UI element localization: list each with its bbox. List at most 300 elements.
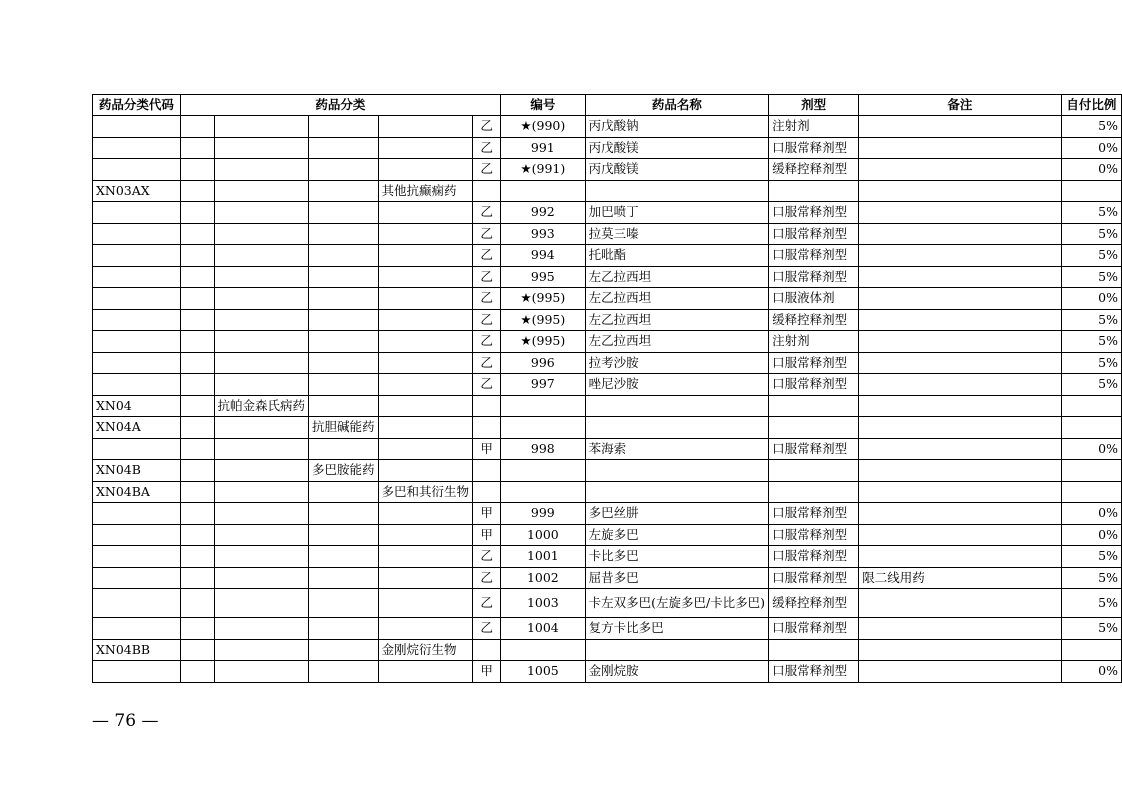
cell-copay: 5%	[1061, 116, 1121, 138]
cell-number: 999	[501, 503, 586, 525]
cell-level-2	[214, 589, 309, 618]
cell-copay: 5%	[1061, 309, 1121, 331]
cell-name	[585, 417, 768, 439]
cell-level-4	[378, 202, 473, 224]
cell-level-1	[180, 352, 214, 374]
cell-copay	[1061, 180, 1121, 202]
cell-level-3	[309, 180, 379, 202]
cell-level-4	[378, 460, 473, 482]
cell-copay: 5%	[1061, 374, 1121, 396]
cell-level-2	[214, 639, 309, 661]
table-row	[93, 546, 1122, 568]
cell-level-1	[180, 116, 214, 138]
cell-name: 左乙拉西坦	[585, 331, 768, 353]
cell-grade: 乙	[473, 266, 501, 288]
cell-level-3	[309, 589, 379, 618]
cell-level-3	[309, 395, 379, 417]
cell-number: ★(995)	[501, 288, 586, 310]
cell-number: 1003	[501, 589, 586, 618]
header-copay: 自付比例	[1061, 95, 1121, 116]
cell-code	[93, 374, 181, 396]
cell-grade: 甲	[473, 661, 501, 683]
cell-form: 口服常释剂型	[769, 618, 859, 640]
cell-form: 口服常释剂型	[769, 524, 859, 546]
cell-level-3	[309, 309, 379, 331]
cell-number: ★(991)	[501, 159, 586, 181]
cell-level-3	[309, 223, 379, 245]
cell-level-1	[180, 223, 214, 245]
cell-form: 口服常释剂型	[769, 352, 859, 374]
cell-form: 缓释控释剂型	[769, 159, 859, 181]
cell-level-4	[378, 266, 473, 288]
cell-level-4	[378, 245, 473, 267]
cell-form	[769, 180, 859, 202]
cell-remark	[859, 661, 1062, 683]
cell-remark	[859, 524, 1062, 546]
table-row	[93, 661, 1122, 683]
cell-name: 丙戊酸钠	[585, 116, 768, 138]
cell-code	[93, 503, 181, 525]
cell-number: 991	[501, 137, 586, 159]
cell-level-3	[309, 245, 379, 267]
cell-level-3	[309, 137, 379, 159]
header-name: 药品名称	[585, 95, 768, 116]
cell-level-2	[214, 618, 309, 640]
cell-level-4	[378, 661, 473, 683]
cell-remark	[859, 159, 1062, 181]
cell-grade: 甲	[473, 503, 501, 525]
cell-level-1	[180, 639, 214, 661]
cell-number: 994	[501, 245, 586, 267]
cell-code	[93, 309, 181, 331]
cell-code	[93, 567, 181, 589]
cell-remark	[859, 137, 1062, 159]
cell-level-4	[378, 331, 473, 353]
header-category: 药品分类	[180, 95, 500, 116]
cell-code	[93, 546, 181, 568]
cell-level-3	[309, 438, 379, 460]
cell-copay	[1061, 481, 1121, 503]
cell-level-2: 抗帕金森氏病药	[214, 395, 309, 417]
header-code: 药品分类代码	[93, 95, 181, 116]
cell-copay: 0%	[1061, 288, 1121, 310]
cell-name	[585, 460, 768, 482]
cell-code: XN04A	[93, 417, 181, 439]
cell-level-3	[309, 288, 379, 310]
cell-copay: 5%	[1061, 202, 1121, 224]
cell-level-4	[378, 618, 473, 640]
cell-name: 屈昔多巴	[585, 567, 768, 589]
cell-form: 缓释控释剂型	[769, 589, 859, 618]
cell-name: 唑尼沙胺	[585, 374, 768, 396]
cell-level-4: 其他抗癫痫药	[378, 180, 473, 202]
cell-level-4	[378, 374, 473, 396]
cell-grade: 乙	[473, 288, 501, 310]
cell-copay: 0%	[1061, 503, 1121, 525]
cell-level-3	[309, 567, 379, 589]
cell-level-1	[180, 460, 214, 482]
cell-grade	[473, 481, 501, 503]
cell-remark	[859, 331, 1062, 353]
cell-code	[93, 661, 181, 683]
cell-remark	[859, 266, 1062, 288]
cell-remark	[859, 180, 1062, 202]
cell-name	[585, 639, 768, 661]
cell-level-4	[378, 309, 473, 331]
cell-grade: 乙	[473, 137, 501, 159]
cell-copay	[1061, 460, 1121, 482]
cell-copay	[1061, 395, 1121, 417]
table-row	[93, 639, 1122, 661]
cell-form: 口服常释剂型	[769, 245, 859, 267]
cell-level-1	[180, 266, 214, 288]
table-row	[93, 374, 1122, 396]
cell-form	[769, 639, 859, 661]
cell-number: 997	[501, 374, 586, 396]
cell-remark	[859, 618, 1062, 640]
table-row	[93, 223, 1122, 245]
cell-level-2	[214, 202, 309, 224]
table-row	[93, 266, 1122, 288]
cell-code	[93, 223, 181, 245]
table-row	[93, 309, 1122, 331]
cell-remark	[859, 245, 1062, 267]
cell-level-1	[180, 245, 214, 267]
table-row	[93, 438, 1122, 460]
cell-level-3: 抗胆碱能药	[309, 417, 379, 439]
cell-number: 1002	[501, 567, 586, 589]
cell-level-1	[180, 331, 214, 353]
cell-grade: 乙	[473, 245, 501, 267]
cell-remark	[859, 546, 1062, 568]
cell-level-3	[309, 202, 379, 224]
cell-grade: 甲	[473, 438, 501, 460]
cell-copay: 5%	[1061, 618, 1121, 640]
cell-form: 口服常释剂型	[769, 661, 859, 683]
cell-copay: 5%	[1061, 546, 1121, 568]
cell-remark	[859, 589, 1062, 618]
cell-level-3: 多巴胺能药	[309, 460, 379, 482]
cell-form	[769, 417, 859, 439]
cell-level-2	[214, 567, 309, 589]
cell-grade: 乙	[473, 374, 501, 396]
cell-remark	[859, 481, 1062, 503]
cell-level-1	[180, 180, 214, 202]
cell-copay	[1061, 417, 1121, 439]
table-row	[93, 180, 1122, 202]
cell-level-2	[214, 352, 309, 374]
cell-copay	[1061, 639, 1121, 661]
cell-copay: 5%	[1061, 266, 1121, 288]
cell-level-1	[180, 661, 214, 683]
cell-code: XN04BB	[93, 639, 181, 661]
cell-number: 1004	[501, 618, 586, 640]
cell-remark: 限二线用药	[859, 567, 1062, 589]
cell-grade	[473, 417, 501, 439]
table-row	[93, 503, 1122, 525]
cell-grade: 乙	[473, 116, 501, 138]
cell-level-1	[180, 288, 214, 310]
header-remark: 备注	[859, 95, 1062, 116]
cell-level-2	[214, 417, 309, 439]
cell-copay: 5%	[1061, 331, 1121, 353]
table-row	[93, 524, 1122, 546]
cell-name: 左旋多巴	[585, 524, 768, 546]
cell-level-2	[214, 223, 309, 245]
cell-name: 丙戊酸镁	[585, 137, 768, 159]
cell-level-4	[378, 288, 473, 310]
cell-level-4	[378, 137, 473, 159]
cell-name: 拉考沙胺	[585, 352, 768, 374]
drug-table	[92, 94, 1122, 683]
cell-name: 托吡酯	[585, 245, 768, 267]
cell-level-1	[180, 395, 214, 417]
cell-form	[769, 481, 859, 503]
cell-grade: 乙	[473, 202, 501, 224]
table-body	[93, 116, 1122, 683]
cell-copay: 5%	[1061, 589, 1121, 618]
cell-copay: 5%	[1061, 352, 1121, 374]
cell-level-2	[214, 159, 309, 181]
cell-copay: 5%	[1061, 223, 1121, 245]
cell-level-3	[309, 352, 379, 374]
cell-level-4	[378, 223, 473, 245]
cell-form: 口服常释剂型	[769, 503, 859, 525]
cell-number: 1000	[501, 524, 586, 546]
cell-level-2	[214, 374, 309, 396]
cell-number	[501, 481, 586, 503]
cell-code	[93, 331, 181, 353]
cell-form: 口服液体剂	[769, 288, 859, 310]
cell-form: 口服常释剂型	[769, 374, 859, 396]
cell-level-2	[214, 503, 309, 525]
cell-number: ★(995)	[501, 331, 586, 353]
cell-level-3	[309, 266, 379, 288]
cell-level-3	[309, 159, 379, 181]
cell-copay: 0%	[1061, 438, 1121, 460]
cell-form	[769, 460, 859, 482]
cell-grade: 乙	[473, 223, 501, 245]
table-row	[93, 460, 1122, 482]
cell-level-4	[378, 395, 473, 417]
cell-level-3	[309, 661, 379, 683]
cell-level-1	[180, 159, 214, 181]
page-number: — 76 —	[92, 711, 159, 731]
cell-grade: 乙	[473, 618, 501, 640]
cell-form: 口服常释剂型	[769, 546, 859, 568]
cell-remark	[859, 288, 1062, 310]
cell-code	[93, 352, 181, 374]
cell-remark	[859, 395, 1062, 417]
cell-name: 卡左双多巴(左旋多巴/卡比多巴)	[585, 589, 768, 618]
cell-level-1	[180, 618, 214, 640]
cell-remark	[859, 374, 1062, 396]
cell-code	[93, 245, 181, 267]
cell-number	[501, 460, 586, 482]
cell-form: 口服常释剂型	[769, 567, 859, 589]
cell-code	[93, 159, 181, 181]
cell-level-3	[309, 116, 379, 138]
cell-level-1	[180, 589, 214, 618]
cell-number: 1001	[501, 546, 586, 568]
cell-code	[93, 288, 181, 310]
cell-level-1	[180, 137, 214, 159]
cell-level-2	[214, 661, 309, 683]
cell-level-2	[214, 266, 309, 288]
table-row	[93, 481, 1122, 503]
cell-name: 苯海索	[585, 438, 768, 460]
cell-name: 金刚烷胺	[585, 661, 768, 683]
cell-level-4	[378, 159, 473, 181]
table-row	[93, 331, 1122, 353]
cell-name: 丙戊酸镁	[585, 159, 768, 181]
cell-number: ★(990)	[501, 116, 586, 138]
cell-level-4	[378, 352, 473, 374]
cell-level-3	[309, 524, 379, 546]
cell-level-2	[214, 309, 309, 331]
cell-code	[93, 116, 181, 138]
cell-remark	[859, 503, 1062, 525]
cell-name: 左乙拉西坦	[585, 266, 768, 288]
cell-form: 口服常释剂型	[769, 202, 859, 224]
cell-level-1	[180, 546, 214, 568]
cell-level-1	[180, 438, 214, 460]
cell-level-3	[309, 618, 379, 640]
cell-remark	[859, 352, 1062, 374]
cell-name: 加巴喷丁	[585, 202, 768, 224]
cell-remark	[859, 202, 1062, 224]
cell-copay: 0%	[1061, 159, 1121, 181]
cell-code	[93, 589, 181, 618]
cell-level-2	[214, 460, 309, 482]
table-row	[93, 589, 1122, 618]
cell-number: 995	[501, 266, 586, 288]
cell-number	[501, 395, 586, 417]
cell-code	[93, 618, 181, 640]
cell-remark	[859, 116, 1062, 138]
cell-grade	[473, 460, 501, 482]
cell-form: 口服常释剂型	[769, 223, 859, 245]
cell-code: XN04BA	[93, 481, 181, 503]
cell-grade: 乙	[473, 331, 501, 353]
cell-name: 卡比多巴	[585, 546, 768, 568]
cell-remark	[859, 438, 1062, 460]
cell-form: 缓释控释剂型	[769, 309, 859, 331]
cell-grade: 乙	[473, 159, 501, 181]
cell-number: ★(995)	[501, 309, 586, 331]
cell-level-2	[214, 180, 309, 202]
cell-level-1	[180, 524, 214, 546]
cell-level-4	[378, 567, 473, 589]
cell-level-3	[309, 503, 379, 525]
table-row	[93, 245, 1122, 267]
cell-number	[501, 417, 586, 439]
cell-name	[585, 481, 768, 503]
cell-level-1	[180, 503, 214, 525]
cell-code	[93, 524, 181, 546]
cell-grade: 乙	[473, 546, 501, 568]
cell-name	[585, 395, 768, 417]
cell-name: 多巴丝肼	[585, 503, 768, 525]
cell-level-1	[180, 417, 214, 439]
cell-number: 992	[501, 202, 586, 224]
cell-level-1	[180, 202, 214, 224]
header-form: 剂型	[769, 95, 859, 116]
cell-level-4: 多巴和其衍生物	[378, 481, 473, 503]
cell-grade: 乙	[473, 352, 501, 374]
cell-level-4	[378, 546, 473, 568]
table-row	[93, 202, 1122, 224]
table-row	[93, 567, 1122, 589]
cell-copay: 0%	[1061, 137, 1121, 159]
cell-level-3	[309, 374, 379, 396]
cell-level-4	[378, 589, 473, 618]
cell-level-4	[378, 503, 473, 525]
cell-remark	[859, 460, 1062, 482]
cell-name: 拉莫三嗪	[585, 223, 768, 245]
cell-level-4	[378, 524, 473, 546]
cell-grade	[473, 180, 501, 202]
cell-name: 左乙拉西坦	[585, 288, 768, 310]
cell-level-3	[309, 331, 379, 353]
cell-grade	[473, 395, 501, 417]
cell-level-2	[214, 481, 309, 503]
cell-grade: 乙	[473, 567, 501, 589]
cell-level-1	[180, 309, 214, 331]
header-number: 编号	[501, 95, 586, 116]
table-row	[93, 618, 1122, 640]
cell-copay: 0%	[1061, 661, 1121, 683]
table-row	[93, 395, 1122, 417]
cell-code	[93, 137, 181, 159]
cell-code: XN03AX	[93, 180, 181, 202]
table-header-row	[93, 95, 1122, 116]
cell-remark	[859, 309, 1062, 331]
cell-grade: 乙	[473, 309, 501, 331]
cell-form	[769, 395, 859, 417]
cell-grade	[473, 639, 501, 661]
cell-level-3	[309, 546, 379, 568]
cell-number: 998	[501, 438, 586, 460]
cell-level-2	[214, 137, 309, 159]
table-row	[93, 116, 1122, 138]
cell-name	[585, 180, 768, 202]
cell-code: XN04B	[93, 460, 181, 482]
cell-level-2	[214, 524, 309, 546]
cell-form: 口服常释剂型	[769, 137, 859, 159]
cell-number: 1005	[501, 661, 586, 683]
cell-level-2	[214, 546, 309, 568]
cell-level-4	[378, 417, 473, 439]
cell-form: 注射剂	[769, 331, 859, 353]
table-row	[93, 159, 1122, 181]
cell-code: XN04	[93, 395, 181, 417]
cell-level-4: 金刚烷衍生物	[378, 639, 473, 661]
table-row	[93, 137, 1122, 159]
cell-remark	[859, 223, 1062, 245]
cell-level-1	[180, 374, 214, 396]
table-row	[93, 352, 1122, 374]
table-row	[93, 417, 1122, 439]
table-row	[93, 288, 1122, 310]
cell-form: 注射剂	[769, 116, 859, 138]
cell-copay: 5%	[1061, 245, 1121, 267]
cell-code	[93, 202, 181, 224]
cell-level-2	[214, 245, 309, 267]
cell-grade: 甲	[473, 524, 501, 546]
cell-form: 口服常释剂型	[769, 266, 859, 288]
cell-number: 993	[501, 223, 586, 245]
